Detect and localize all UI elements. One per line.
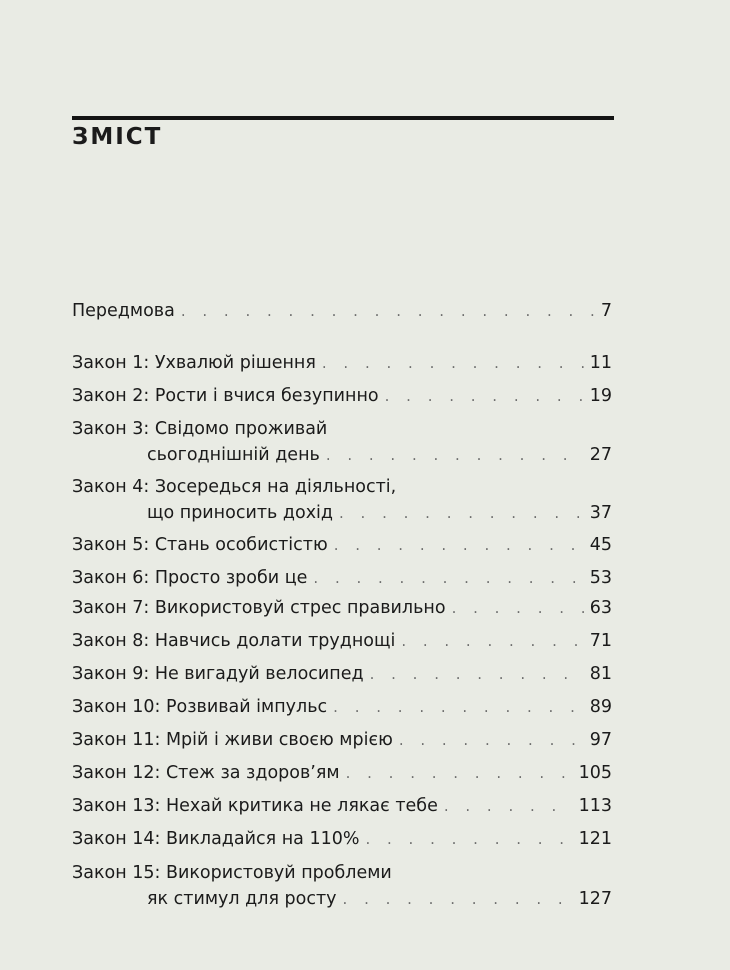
dot-leader: [326, 442, 584, 468]
toc-entry-law-13[interactable]: [72, 793, 612, 819]
dot-leader: [346, 760, 573, 786]
dot-leader: [365, 826, 572, 852]
toc-entry-law-3[interactable]: [72, 416, 612, 468]
toc-entry-law-8[interactable]: [72, 628, 612, 654]
page-number: 121: [578, 829, 612, 849]
dot-leader: [322, 350, 584, 376]
dot-leader: [452, 595, 584, 621]
dot-leader: [399, 727, 584, 753]
dot-leader: [343, 886, 573, 912]
dot-leader: [385, 383, 584, 409]
dot-leader: [370, 661, 584, 687]
toc-entry-law-7[interactable]: [72, 595, 612, 621]
toc-entry-law-4[interactable]: [72, 474, 612, 526]
page-number: 37: [589, 503, 612, 523]
toc-entry-law-9[interactable]: [72, 661, 612, 687]
toc-entry-law-14[interactable]: [72, 826, 612, 852]
dot-leader: [339, 500, 584, 526]
entry-title: Закон 8: Навчись долати труднощі: [72, 631, 396, 651]
page-number: 97: [589, 730, 612, 750]
dot-leader: [333, 694, 584, 720]
page-number: 19: [589, 386, 612, 406]
page-number: 45: [589, 535, 612, 555]
entry-title: Закон 6: Просто зроби це: [72, 568, 308, 588]
page-number: 71: [589, 631, 612, 651]
dot-leader: [444, 793, 573, 819]
entry-title-continued: як стимул для росту: [147, 889, 337, 909]
toc-entry-preface[interactable]: [72, 298, 612, 324]
entry-title: Закон 3: Свідомо проживай: [72, 419, 328, 439]
entry-title: Закон 4: Зосередься на діяльності,: [72, 477, 397, 497]
entry-title: Закон 7: Використовуй стрес правильно: [72, 598, 446, 618]
entry-title: Закон 11: Мрій і живи своєю мрією: [72, 730, 393, 750]
entry-title: Закон 5: Стань особистістю: [72, 535, 328, 555]
dot-leader: [401, 628, 583, 654]
entry-title: Закон 15: Використовуй проблеми: [72, 863, 392, 883]
entry-title: Закон 9: Не вигадуй велосипед: [72, 664, 364, 684]
page-title: ЗМІСТ: [72, 124, 163, 150]
page-number: 63: [589, 598, 612, 618]
toc-entry-law-15[interactable]: [72, 860, 612, 912]
entry-title: Закон 10: Розвивай імпульс: [72, 697, 328, 717]
entry-title: Закон 2: Рости і вчися безупинно: [72, 386, 379, 406]
toc-entry-law-6[interactable]: [72, 565, 612, 591]
dot-leader: [313, 565, 583, 591]
page-number: 27: [589, 445, 612, 465]
page-number: 53: [589, 568, 612, 588]
heading-rule: [72, 116, 614, 120]
toc-entry-law-2[interactable]: [72, 383, 612, 409]
toc-entry-law-12[interactable]: [72, 760, 612, 786]
page-number: 89: [589, 697, 612, 717]
page-number: 11: [589, 353, 612, 373]
entry-title-continued: що приносить дохід: [147, 503, 334, 523]
page-number: 81: [589, 664, 612, 684]
toc-entry-law-5[interactable]: [72, 532, 612, 558]
dot-leader: [181, 298, 595, 324]
page-number: 105: [578, 763, 612, 783]
page-number: 113: [578, 796, 612, 816]
entry-title-continued: сьогоднішній день: [147, 445, 320, 465]
entry-title: Закон 12: Стеж за здоров’ям: [72, 763, 340, 783]
toc-entry-law-11[interactable]: [72, 727, 612, 753]
entry-title: Закон 13: Нехай критика не лякає тебе: [72, 796, 438, 816]
entry-title: Передмова: [72, 301, 175, 321]
toc-entry-law-1[interactable]: [72, 350, 612, 376]
toc-entry-law-10[interactable]: [72, 694, 612, 720]
page-number: 7: [600, 301, 612, 321]
dot-leader: [334, 532, 584, 558]
page-number: 127: [578, 889, 612, 909]
entry-title: Закон 1: Ухвалюй рішення: [72, 353, 316, 373]
entry-title: Закон 14: Викладайся на 110%: [72, 829, 360, 849]
